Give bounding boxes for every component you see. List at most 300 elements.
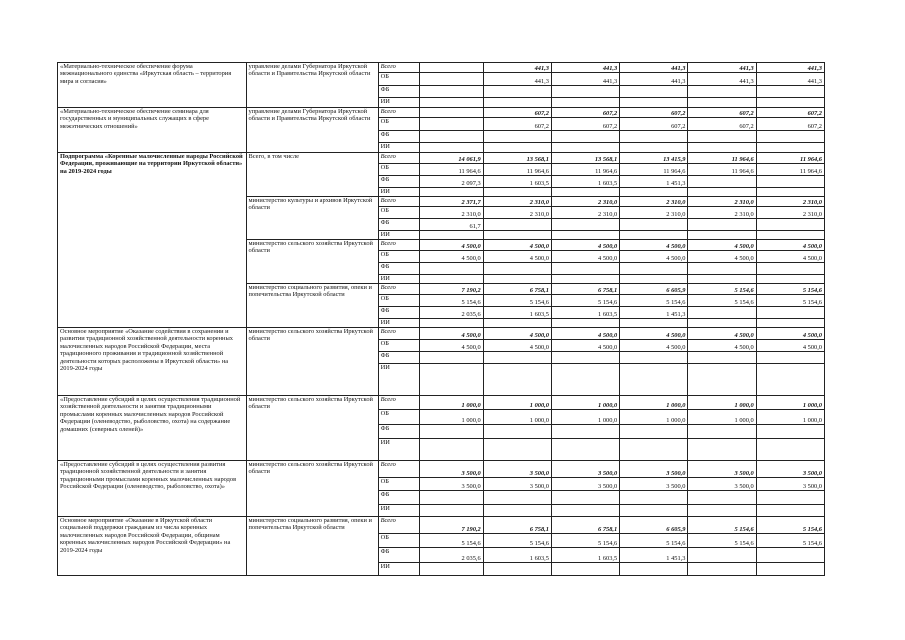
amount-cell: 2 310,0 (756, 197, 824, 207)
table-row (58, 461, 825, 478)
amount-cell (688, 188, 756, 197)
amount-cell: 5 154,6 (483, 534, 551, 548)
amount-cell (620, 425, 688, 439)
funding-source: ОБ (378, 534, 419, 548)
amount-cell: 3 500,0 (483, 461, 551, 478)
executor-name: министерство сельского хозяйства Иркутской области (246, 396, 378, 461)
amount-cell (419, 63, 483, 73)
amount-cell (756, 143, 824, 153)
amount-cell (756, 505, 824, 517)
amount-cell (551, 563, 619, 576)
amount-cell: 441,3 (688, 63, 756, 73)
amount-cell: 5 154,6 (551, 295, 619, 307)
amount-cell: 1 000,0 (551, 396, 619, 410)
funding-source: Всего (378, 517, 419, 534)
amount-cell: 11 964,6 (419, 164, 483, 176)
amount-cell: 1 603,5 (483, 176, 551, 188)
amount-cell: 3 500,0 (483, 478, 551, 491)
amount-cell: 7 190,2 (419, 517, 483, 534)
amount-cell: 5 154,6 (688, 534, 756, 548)
amount-cell (551, 425, 619, 439)
amount-cell (551, 143, 619, 153)
measure-name: Основное мероприятие «Оказание в Иркутской области социальной поддержки гражданам из числа коренных малочисленных народов Российской Федерации, общинам коренных малочисленных народов Российской Федерации» на 2019-2024 годы (58, 517, 247, 576)
amount-cell: 11 964,6 (688, 153, 756, 164)
funding-source: Всего (378, 197, 419, 207)
amount-cell: 607,2 (483, 118, 551, 131)
amount-cell (620, 319, 688, 328)
funding-source: Всего (378, 63, 419, 73)
amount-cell (756, 231, 824, 240)
amount-cell: 441,3 (756, 63, 824, 73)
amount-cell (483, 86, 551, 98)
amount-cell (551, 98, 619, 108)
amount-cell (483, 563, 551, 576)
amount-cell: 2 310,0 (483, 197, 551, 207)
amount-cell: 4 500,0 (756, 340, 824, 352)
amount-cell (756, 131, 824, 143)
amount-cell (419, 231, 483, 240)
amount-cell (551, 263, 619, 275)
amount-cell (756, 548, 824, 563)
amount-cell (756, 491, 824, 505)
amount-cell (620, 563, 688, 576)
amount-cell: 61,7 (419, 219, 483, 231)
amount-cell: 2 035,6 (419, 307, 483, 319)
funding-source: ИИ (378, 563, 419, 576)
amount-cell (688, 505, 756, 517)
amount-cell: 441,3 (551, 63, 619, 73)
amount-cell: 6 758,1 (483, 517, 551, 534)
amount-cell: 3 500,0 (551, 461, 619, 478)
amount-cell: 6 605,9 (620, 284, 688, 295)
executor-name: управление делами Губернатора Иркутской области и Правительства Иркутской области (246, 108, 378, 153)
amount-cell: 441,3 (483, 63, 551, 73)
amount-cell: 14 061,9 (419, 153, 483, 164)
amount-cell: 4 500,0 (756, 240, 824, 251)
amount-cell (620, 188, 688, 197)
amount-cell (756, 319, 824, 328)
amount-cell: 607,2 (688, 118, 756, 131)
amount-cell: 2 097,3 (419, 176, 483, 188)
amount-cell (688, 563, 756, 576)
amount-cell (483, 352, 551, 364)
amount-cell: 13 568,1 (551, 153, 619, 164)
amount-cell (688, 275, 756, 284)
amount-cell: 1 603,5 (483, 307, 551, 319)
amount-cell (688, 176, 756, 188)
amount-cell: 3 500,0 (756, 478, 824, 491)
amount-cell (688, 319, 756, 328)
amount-cell (756, 263, 824, 275)
amount-cell (419, 118, 483, 131)
amount-cell (551, 275, 619, 284)
amount-cell (620, 275, 688, 284)
executor-name: Всего, в том числе (246, 153, 378, 197)
amount-cell: 4 500,0 (551, 340, 619, 352)
funding-source: ОБ (378, 295, 419, 307)
amount-cell: 7 190,2 (419, 284, 483, 295)
amount-cell (419, 263, 483, 275)
amount-cell (483, 491, 551, 505)
amount-cell: 2 310,0 (551, 207, 619, 219)
amount-cell (756, 275, 824, 284)
amount-cell (419, 73, 483, 86)
amount-cell: 1 000,0 (688, 410, 756, 425)
funding-source: Всего (378, 108, 419, 118)
table-row (58, 517, 825, 534)
amount-cell: 4 500,0 (419, 251, 483, 263)
table-row (58, 328, 825, 340)
funding-source: Всего (378, 153, 419, 164)
amount-cell: 1 451,3 (620, 548, 688, 563)
measure-name: «Материально-техническое обеспечение семинара для государственных и муниципальных служащих в сфере межэтнических отношений» (58, 108, 247, 153)
amount-cell (551, 131, 619, 143)
amount-cell: 1 000,0 (756, 410, 824, 425)
amount-cell (419, 131, 483, 143)
amount-cell (483, 505, 551, 517)
amount-cell (756, 563, 824, 576)
amount-cell (483, 131, 551, 143)
amount-cell: 6 605,9 (620, 517, 688, 534)
funding-source: ИИ (378, 98, 419, 108)
amount-cell (419, 505, 483, 517)
amount-cell (551, 439, 619, 461)
funding-source: ОБ (378, 164, 419, 176)
executor-name: управление делами Губернатора Иркутской области и Правительства Иркутской области (246, 63, 378, 108)
amount-cell (620, 352, 688, 364)
amount-cell: 5 154,6 (688, 295, 756, 307)
amount-cell: 2 310,0 (620, 207, 688, 219)
amount-cell (688, 352, 756, 364)
amount-cell (483, 263, 551, 275)
amount-cell (551, 86, 619, 98)
amount-cell: 4 500,0 (551, 251, 619, 263)
amount-cell (551, 319, 619, 328)
amount-cell: 5 154,6 (756, 534, 824, 548)
amount-cell: 3 500,0 (551, 478, 619, 491)
funding-source: ИИ (378, 439, 419, 461)
amount-cell: 3 500,0 (419, 478, 483, 491)
amount-cell: 1 603,5 (551, 548, 619, 563)
amount-cell: 2 310,0 (483, 207, 551, 219)
amount-cell: 11 964,6 (756, 164, 824, 176)
amount-cell: 3 500,0 (756, 461, 824, 478)
amount-cell (551, 188, 619, 197)
amount-cell (688, 307, 756, 319)
funding-source: ИИ (378, 319, 419, 328)
executor-name: министерство сельского хозяйства Иркутской области (246, 240, 378, 284)
funding-source: ФБ (378, 176, 419, 188)
amount-cell (551, 231, 619, 240)
amount-cell: 1 000,0 (483, 396, 551, 410)
amount-cell: 607,2 (551, 118, 619, 131)
amount-cell (483, 319, 551, 328)
table-row (58, 153, 825, 164)
amount-cell: 1 603,5 (551, 176, 619, 188)
amount-cell (756, 176, 824, 188)
amount-cell: 4 500,0 (551, 328, 619, 340)
amount-cell: 4 500,0 (620, 328, 688, 340)
amount-cell: 5 154,6 (756, 517, 824, 534)
funding-source: ОБ (378, 118, 419, 131)
funding-source: ФБ (378, 86, 419, 98)
amount-cell (620, 231, 688, 240)
amount-cell (483, 231, 551, 240)
amount-cell: 11 964,6 (551, 164, 619, 176)
funding-source: ФБ (378, 263, 419, 275)
amount-cell: 3 500,0 (620, 461, 688, 478)
amount-cell (688, 548, 756, 563)
amount-cell (419, 352, 483, 364)
amount-cell (756, 86, 824, 98)
funding-source: ОБ (378, 340, 419, 352)
amount-cell (688, 231, 756, 240)
amount-cell: 4 500,0 (483, 251, 551, 263)
amount-cell (688, 131, 756, 143)
amount-cell: 607,2 (620, 108, 688, 118)
amount-cell: 4 500,0 (620, 251, 688, 263)
amount-cell (620, 86, 688, 98)
executor-name: министерство сельского хозяйства Иркутской области (246, 461, 378, 517)
amount-cell (620, 98, 688, 108)
amount-cell: 2 310,0 (551, 197, 619, 207)
measure-name: Основное мероприятие «Оказание содействия в сохранении и развитии традиционной хозяйственной деятельности коренных малочисленных народов Российской Федерации, места традиционного проживания и традиционной хозяйственной деятельности которых расположены в Иркутской области» на 2019-2024 годы (58, 328, 247, 396)
amount-cell (620, 505, 688, 517)
amount-cell: 11 964,6 (756, 153, 824, 164)
amount-cell: 1 603,5 (551, 307, 619, 319)
amount-cell (688, 219, 756, 231)
amount-cell: 4 500,0 (419, 328, 483, 340)
budget-table (57, 62, 825, 576)
amount-cell: 441,3 (620, 73, 688, 86)
amount-cell (483, 143, 551, 153)
measure-name: «Материально-техническое обеспечение форума межнационального единства «Иркутская область – территория мира и согласия» (58, 63, 247, 108)
amount-cell: 1 000,0 (688, 396, 756, 410)
amount-cell: 4 500,0 (483, 328, 551, 340)
funding-source: ФБ (378, 131, 419, 143)
funding-source: ОБ (378, 478, 419, 491)
amount-cell: 4 500,0 (419, 240, 483, 251)
measure-name: «Предоставление субсидий в целях осуществления традиционной хозяйственной деятельности и занятия традиционными промыслами коренных малочисленных народов Российской Федерации (оленеводство, рыболовство, охота) на содержание домашних (северных оленей)» (58, 396, 247, 461)
amount-cell: 441,3 (756, 73, 824, 86)
amount-cell (419, 86, 483, 98)
funding-source: ФБ (378, 548, 419, 563)
amount-cell: 441,3 (483, 73, 551, 86)
amount-cell (419, 425, 483, 439)
amount-cell (419, 98, 483, 108)
amount-cell: 3 500,0 (688, 478, 756, 491)
amount-cell (756, 98, 824, 108)
amount-cell (620, 439, 688, 461)
amount-cell: 607,2 (483, 108, 551, 118)
amount-cell: 1 000,0 (483, 410, 551, 425)
amount-cell: 2 310,0 (688, 207, 756, 219)
amount-cell: 11 964,6 (688, 164, 756, 176)
amount-cell (419, 439, 483, 461)
amount-cell: 1 000,0 (551, 410, 619, 425)
table-row (58, 63, 825, 73)
funding-source: ОБ (378, 73, 419, 86)
amount-cell: 1 000,0 (756, 396, 824, 410)
amount-cell: 11 964,6 (620, 164, 688, 176)
executor-name: министерство сельского хозяйства Иркутской области (246, 328, 378, 396)
amount-cell: 441,3 (688, 73, 756, 86)
amount-cell: 1 000,0 (419, 410, 483, 425)
amount-cell (483, 275, 551, 284)
amount-cell (483, 219, 551, 231)
amount-cell (688, 98, 756, 108)
amount-cell (419, 563, 483, 576)
funding-source: ФБ (378, 307, 419, 319)
amount-cell: 607,2 (756, 108, 824, 118)
amount-cell (419, 108, 483, 118)
funding-source: ОБ (378, 251, 419, 263)
amount-cell: 4 500,0 (483, 240, 551, 251)
executor-name: министерство культуры и архивов Иркутской области (246, 197, 378, 240)
amount-cell (756, 219, 824, 231)
amount-cell: 4 500,0 (419, 340, 483, 352)
amount-cell (620, 143, 688, 153)
amount-cell (483, 188, 551, 197)
amount-cell: 4 500,0 (688, 240, 756, 251)
amount-cell (688, 439, 756, 461)
amount-cell: 5 154,6 (620, 534, 688, 548)
amount-cell: 607,2 (688, 108, 756, 118)
amount-cell: 5 154,6 (483, 295, 551, 307)
amount-cell: 13 568,1 (483, 153, 551, 164)
amount-cell (483, 98, 551, 108)
amount-cell (419, 319, 483, 328)
amount-cell: 5 154,6 (419, 295, 483, 307)
amount-cell: 4 500,0 (620, 240, 688, 251)
funding-source: ФБ (378, 352, 419, 364)
amount-cell: 4 500,0 (756, 251, 824, 263)
amount-cell (419, 364, 483, 396)
amount-cell: 5 154,6 (756, 295, 824, 307)
amount-cell (551, 491, 619, 505)
amount-cell: 2 310,0 (419, 207, 483, 219)
amount-cell: 607,2 (620, 118, 688, 131)
amount-cell (688, 364, 756, 396)
funding-source: Всего (378, 396, 419, 410)
funding-source: ИИ (378, 231, 419, 240)
funding-source: Всего (378, 284, 419, 295)
amount-cell (688, 425, 756, 439)
amount-cell: 1 451,3 (620, 176, 688, 188)
amount-cell (620, 219, 688, 231)
funding-source: Всего (378, 461, 419, 478)
amount-cell: 3 500,0 (688, 461, 756, 478)
amount-cell (620, 263, 688, 275)
amount-cell: 607,2 (551, 108, 619, 118)
amount-cell: 5 154,6 (688, 284, 756, 295)
amount-cell (483, 425, 551, 439)
table-row (58, 108, 825, 118)
amount-cell: 4 500,0 (483, 340, 551, 352)
amount-cell (551, 364, 619, 396)
amount-cell: 5 154,6 (756, 284, 824, 295)
amount-cell (483, 439, 551, 461)
amount-cell (620, 491, 688, 505)
amount-cell (620, 131, 688, 143)
funding-source: ОБ (378, 410, 419, 425)
amount-cell: 4 500,0 (551, 240, 619, 251)
amount-cell (419, 491, 483, 505)
funding-source: ИИ (378, 505, 419, 517)
amount-cell (756, 352, 824, 364)
amount-cell (756, 425, 824, 439)
amount-cell: 1 000,0 (620, 410, 688, 425)
funding-source: ОБ (378, 207, 419, 219)
measure-name: Подпрограмма «Коренные малочисленные народы Российской Федерации, проживающие на территории Иркутской области» на 2019-2024 годы (58, 153, 247, 328)
amount-cell: 11 964,6 (483, 164, 551, 176)
executor-name: министерство социального развития, опеки и попечительства Иркутской области (246, 284, 378, 328)
amount-cell (419, 188, 483, 197)
amount-cell: 4 500,0 (688, 251, 756, 263)
funding-source: ИИ (378, 188, 419, 197)
table-row (58, 396, 825, 410)
amount-cell: 607,2 (756, 118, 824, 131)
amount-cell: 6 758,1 (483, 284, 551, 295)
executor-name: министерство социального развития, опеки и попечительства Иркутской области (246, 517, 378, 576)
amount-cell: 1 000,0 (419, 396, 483, 410)
measure-name: «Предоставление субсидий в целях осуществления развития традиционной хозяйственной деятельности и занятия традиционными промыслами коренных малочисленных народов Российской Федерации (оленеводство, рыболовство, охота)» (58, 461, 247, 517)
amount-cell: 2 035,6 (419, 548, 483, 563)
amount-cell: 2 310,0 (756, 207, 824, 219)
amount-cell (620, 364, 688, 396)
amount-cell: 2 371,7 (419, 197, 483, 207)
amount-cell (688, 491, 756, 505)
funding-source: ФБ (378, 491, 419, 505)
amount-cell: 4 500,0 (688, 340, 756, 352)
amount-cell (551, 219, 619, 231)
amount-cell: 4 500,0 (688, 328, 756, 340)
amount-cell: 2 310,0 (620, 197, 688, 207)
amount-cell: 441,3 (551, 73, 619, 86)
amount-cell (551, 352, 619, 364)
amount-cell: 5 154,6 (620, 295, 688, 307)
funding-source: Всего (378, 328, 419, 340)
amount-cell: 6 758,1 (551, 517, 619, 534)
amount-cell (688, 263, 756, 275)
funding-source: ИИ (378, 275, 419, 284)
amount-cell: 5 154,6 (551, 534, 619, 548)
amount-cell: 3 500,0 (419, 461, 483, 478)
funding-source: Всего (378, 240, 419, 251)
amount-cell (756, 307, 824, 319)
amount-cell: 2 310,0 (688, 197, 756, 207)
amount-cell (756, 439, 824, 461)
amount-cell: 3 500,0 (620, 478, 688, 491)
amount-cell: 1 451,3 (620, 307, 688, 319)
amount-cell: 5 154,6 (419, 534, 483, 548)
amount-cell: 1 000,0 (620, 396, 688, 410)
funding-source: ФБ (378, 219, 419, 231)
amount-cell: 1 603,5 (483, 548, 551, 563)
amount-cell: 13 415,9 (620, 153, 688, 164)
amount-cell: 5 154,6 (688, 517, 756, 534)
amount-cell (483, 364, 551, 396)
amount-cell: 4 500,0 (620, 340, 688, 352)
amount-cell (688, 143, 756, 153)
amount-cell: 441,3 (620, 63, 688, 73)
amount-cell: 6 758,1 (551, 284, 619, 295)
funding-source: ИИ (378, 143, 419, 153)
amount-cell (756, 364, 824, 396)
funding-source: ИИ (378, 364, 419, 396)
amount-cell (551, 505, 619, 517)
amount-cell (419, 143, 483, 153)
